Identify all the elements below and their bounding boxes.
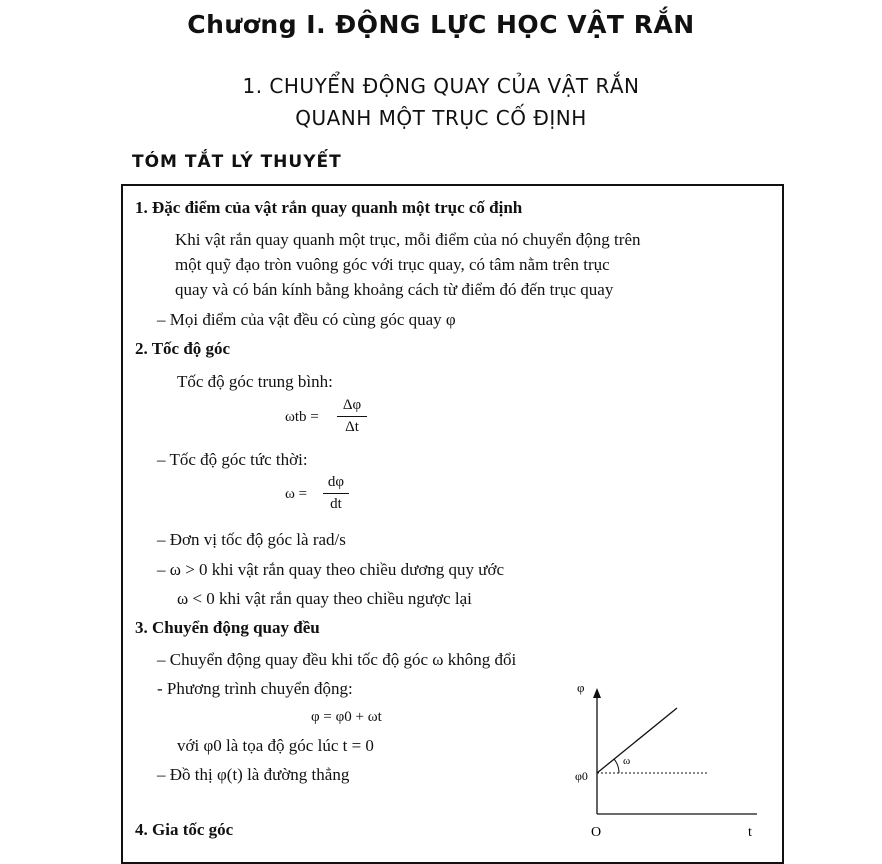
equation-of-motion-label: - Phương trình chuyển động: bbox=[157, 679, 353, 698]
y-axis-arrow bbox=[593, 688, 601, 698]
instant-angular-speed-lhs: ω = bbox=[285, 486, 308, 502]
y-axis-label: φ bbox=[577, 684, 585, 695]
section-2-heading: 2. Tốc độ góc bbox=[135, 339, 231, 358]
fraction-numerator: dφ bbox=[327, 474, 345, 490]
x-axis-label: t bbox=[748, 825, 752, 840]
fraction-denominator: dt bbox=[330, 496, 342, 512]
omega-label: ω bbox=[623, 755, 631, 767]
equation-of-motion: φ = φ0 + ωt bbox=[311, 709, 382, 725]
unit-bullet: – Đơn vị tốc độ góc là rad/s bbox=[157, 530, 346, 549]
theory-box bbox=[121, 184, 784, 864]
average-angular-speed-lhs: ωtb = bbox=[285, 409, 319, 425]
uniform-rotation-bullet: – Chuyển động quay đều khi tốc độ góc ω không đổi bbox=[157, 650, 517, 669]
chapter-title: Chương I. ĐỘNG LỰC HỌC VẬT RẮN bbox=[187, 10, 695, 39]
phi0-label: φ0 bbox=[575, 769, 588, 783]
lesson-title-line-2: QUANH MỘT TRỤC CỐ ĐỊNH bbox=[295, 106, 587, 130]
section-4-heading: 4. Gia tốc góc bbox=[135, 820, 234, 839]
omega-angle-arc bbox=[614, 759, 619, 773]
section-1-heading: 1. Đặc điểm của vật rắn quay quanh một trục cố định bbox=[135, 198, 523, 217]
section-1-paragraph-line: một quỹ đạo tròn vuông góc với trục quay, có tâm nằm trên trục bbox=[175, 255, 610, 274]
initial-angle-note: với φ0 là tọa độ góc lúc t = 0 bbox=[177, 736, 374, 755]
section-1-bullet: – Mọi điểm của vật đều có cùng góc quay φ bbox=[157, 310, 456, 329]
section-1-paragraph-line: quay và có bán kính bằng khoảng cách từ điểm đó đến trục quay bbox=[175, 280, 614, 299]
phi-time-graph bbox=[553, 684, 763, 844]
section-3-heading: 3. Chuyển động quay đều bbox=[135, 618, 320, 637]
fraction-numerator: Δφ bbox=[342, 397, 362, 413]
section-1-paragraph-line: Khi vật rắn quay quanh một trục, mỗi điểm của nó chuyển động trên bbox=[175, 230, 641, 249]
lesson-title-line-1: 1. CHUYỂN ĐỘNG QUAY CỦA VẬT RẮN bbox=[242, 74, 640, 98]
positive-omega-bullet: – ω > 0 khi vật rắn quay theo chiều dương quy ước bbox=[157, 560, 505, 579]
instant-angular-speed-fraction bbox=[323, 474, 349, 513]
average-angular-speed-label: Tốc độ góc trung bình: bbox=[177, 372, 333, 391]
phi-line bbox=[597, 708, 677, 773]
summary-heading: TÓM TẮT LÝ THUYẾT bbox=[132, 152, 342, 172]
instant-angular-speed-label: – Tốc độ góc tức thời: bbox=[157, 450, 308, 469]
negative-omega-line: ω < 0 khi vật rắn quay theo chiều ngược lại bbox=[177, 589, 472, 608]
graph-line-bullet: – Đồ thị φ(t) là đường thẳng bbox=[157, 765, 350, 784]
origin-label: O bbox=[591, 825, 602, 840]
average-angular-speed-fraction bbox=[337, 397, 367, 436]
fraction-denominator: Δt bbox=[345, 419, 359, 435]
